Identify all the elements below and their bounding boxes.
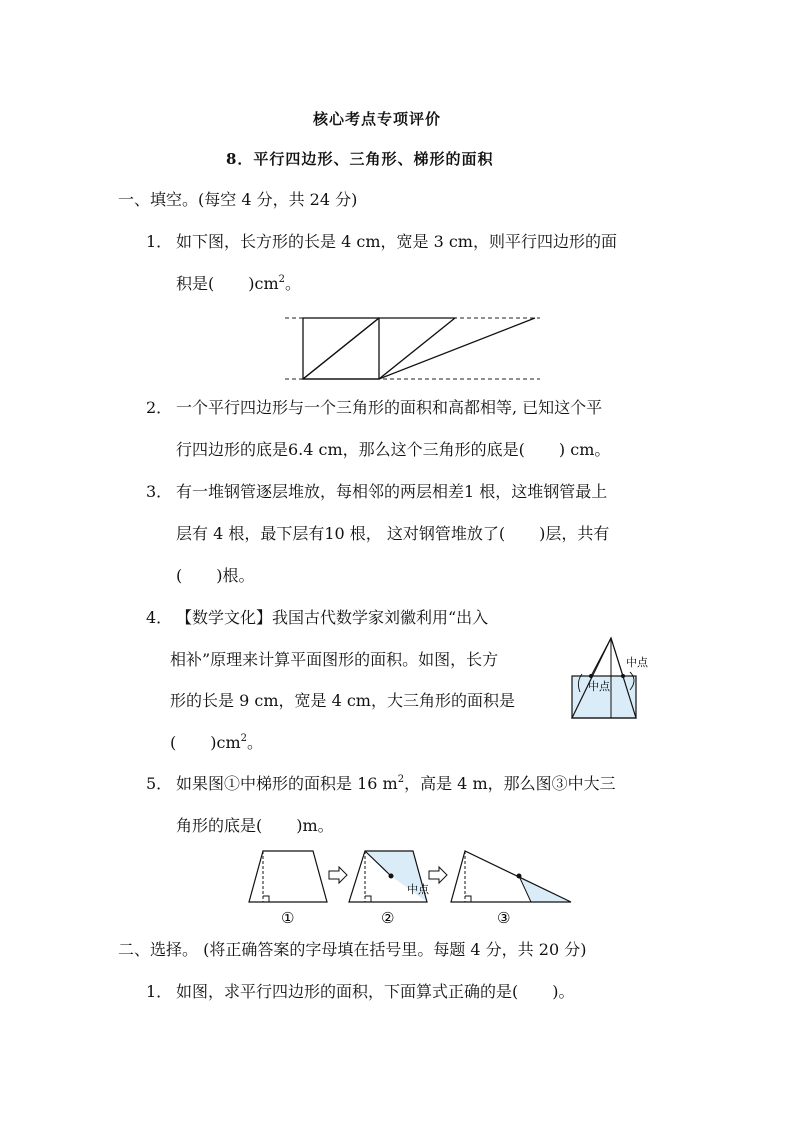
page-title: 核心考点专项评价 — [313, 110, 442, 128]
q3-line3 — [176, 566, 255, 586]
q5-figure — [245, 845, 575, 930]
q1-number: 1． — [146, 232, 173, 251]
q2-line2-post: ) cm。 — [558, 440, 611, 459]
q5-sup: 2 — [397, 774, 405, 785]
q4-line4-end: 。 — [247, 733, 264, 752]
q3-line1: 有一堆钢管逐层堆放，每相邻的两层相差1 根，这堆钢管最上 — [176, 482, 608, 501]
s2-q1-line1-post: )。 — [552, 982, 575, 1001]
q2-line2-pre: 行四边形的底是6.4 cm，那么这个三角形的底是( — [176, 440, 525, 459]
q4-midpoint-label-1: 中点 — [588, 680, 610, 693]
q4-number: 4． — [146, 608, 173, 627]
s2-q1-number: 1． — [146, 982, 173, 1001]
q2-line1: 一个平行四边形与一个三角形的面积和高都相等, 已知这个平 — [176, 398, 603, 417]
section-2-heading: 二、选择。 (将正确答案的字母填在括号里。每题 4 分，共 20 分) — [118, 940, 587, 959]
q3-line3-pre: ( — [176, 566, 183, 585]
q1-line2 — [176, 274, 301, 294]
q4-line4-pre: ( — [170, 733, 177, 752]
q5-fig-label-1: ① — [281, 909, 295, 927]
s2-q1-line1 — [176, 982, 575, 1002]
q5-line2-post: )m。 — [296, 816, 334, 835]
q3-line2-post: )层，共有 — [539, 524, 610, 543]
q3-line2 — [176, 524, 609, 544]
q4-line1: 【数学文化】我国古代数学家刘徽利用“出入 — [176, 608, 489, 627]
q5-number: 5． — [146, 774, 173, 793]
q3-number: 3． — [146, 482, 173, 501]
q5-fig-label-3: ③ — [497, 909, 511, 927]
q4-midpoint-label-2: 中点 — [626, 656, 648, 669]
q5-fig-label-2: ② — [381, 909, 395, 927]
q1-line1: 如下图，长方形的长是 4 cm，宽是 3 cm，则平行四边形的面 — [176, 232, 617, 251]
q4-sup: 2 — [240, 733, 247, 744]
q1-line2-pre: 积是( — [176, 274, 215, 293]
q1-figure — [285, 316, 545, 384]
q1-line2-post: )cm — [248, 274, 279, 293]
q5-midpoint-label: 中点 — [407, 883, 429, 896]
q5-line1 — [176, 774, 616, 794]
q4-line3: 形的长是 9 cm，宽是 4 cm，大三角形的面积是 — [170, 691, 515, 710]
q4-line2: 相补”原理来计算平面图形的面积。如图，长方 — [170, 650, 499, 669]
q5-line1-pre: 如果图①中梯形的面积是 16 m — [176, 774, 398, 793]
q1-line2-end: 。 — [285, 274, 302, 293]
q5-line1-post: ，高是 4 m，那么图③中大三 — [404, 774, 616, 793]
q2-number: 2． — [146, 398, 173, 417]
q4-figure — [560, 632, 660, 722]
q1-sup: 2 — [278, 274, 285, 285]
q3-line2-pre: 层有 4 根，最下层有10 根， 这对钢管堆放了( — [176, 524, 506, 543]
q4-line4-post: )cm — [210, 733, 241, 752]
q2-line2 — [176, 440, 610, 460]
q5-line2 — [176, 816, 334, 836]
q3-line3-post: )根。 — [216, 566, 255, 585]
section-1-heading: 一、填空。(每空 4 分，共 24 分) — [118, 190, 358, 209]
s2-q1-line1-pre: 如图，求平行四边形的面积，下面算式正确的是( — [176, 982, 519, 1001]
q5-line2-pre: 角形的底是( — [176, 816, 263, 835]
q4-line4 — [170, 733, 263, 753]
page-subtitle: 8．平行四边形、三角形、梯形的面积 — [226, 150, 494, 168]
